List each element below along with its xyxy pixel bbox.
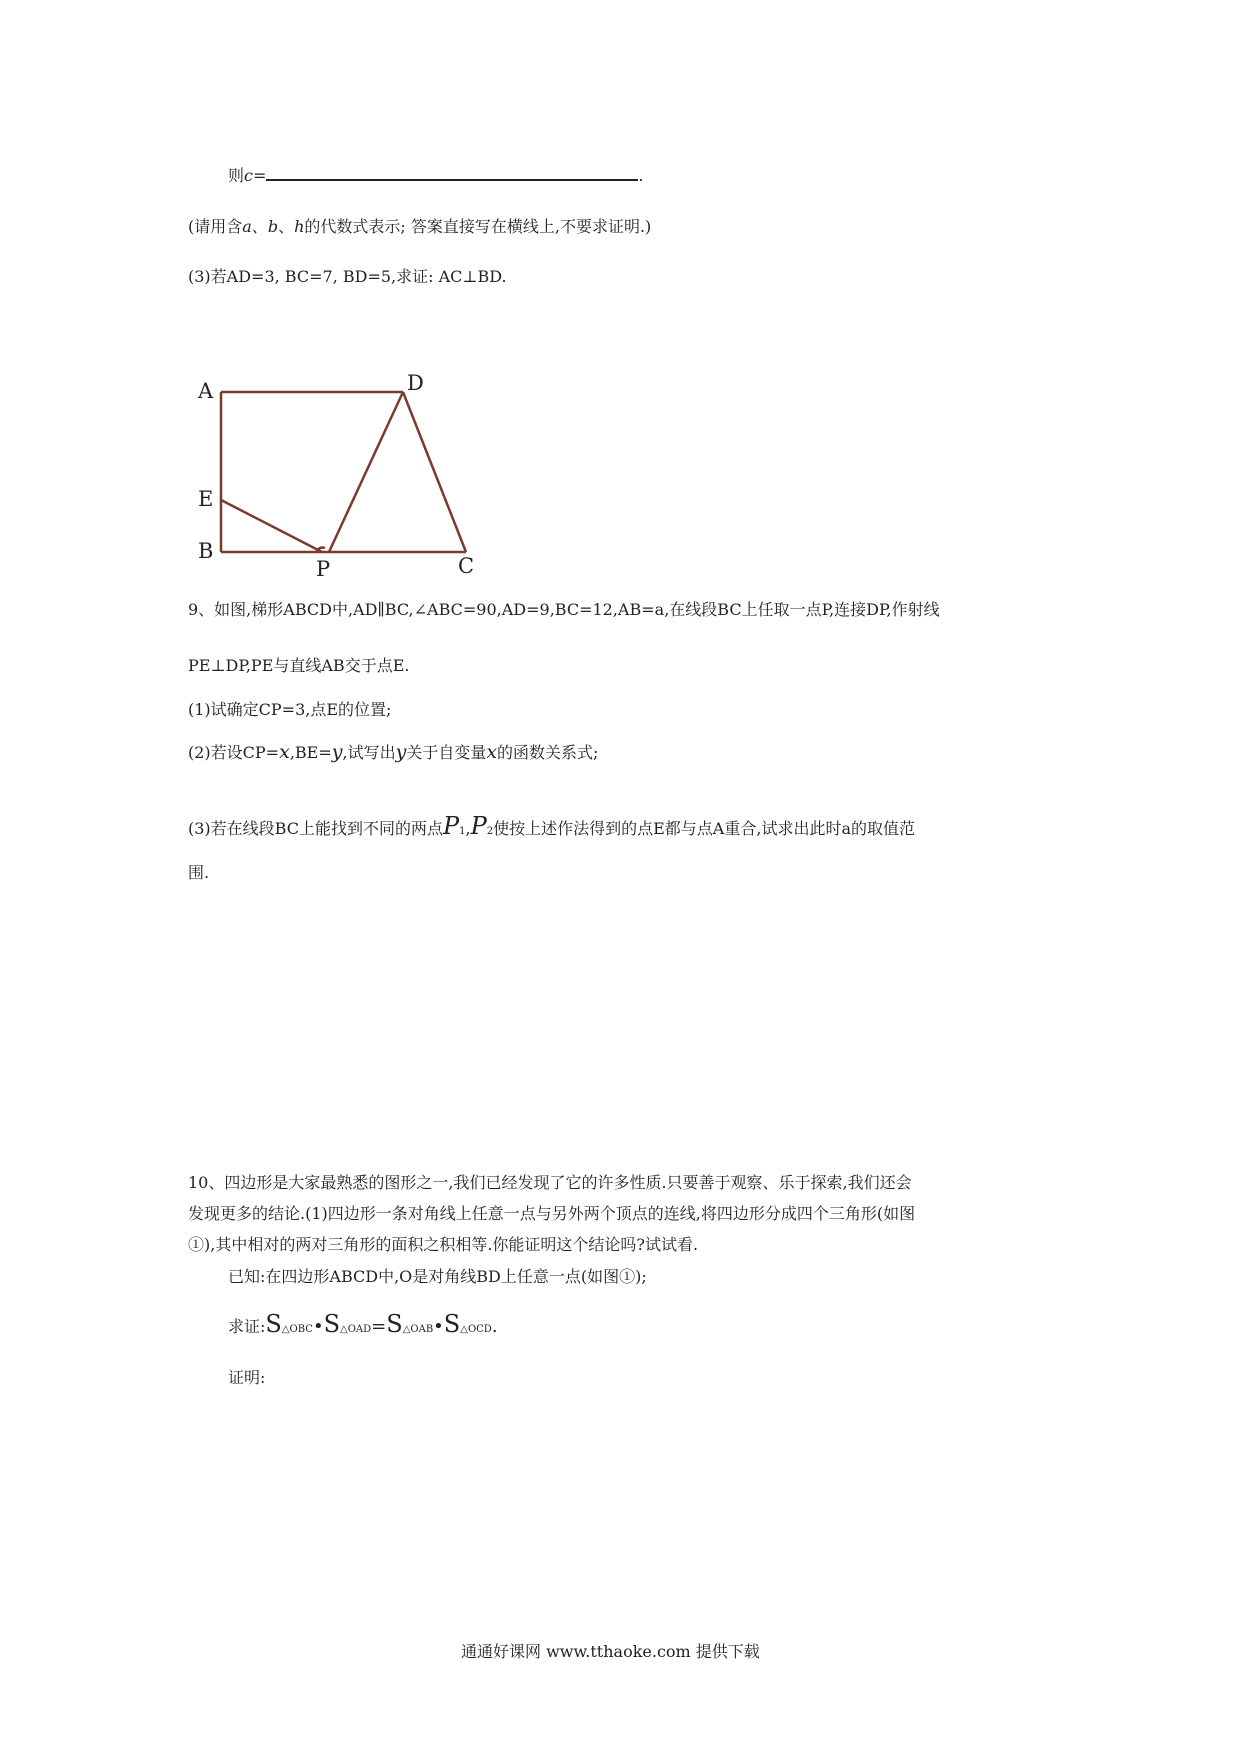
q10-proof-label: 证明: <box>228 1368 266 1387</box>
part2-a: (2)若设CP= <box>188 743 280 762</box>
trapezoid-figure <box>190 365 480 580</box>
q10-line1: 10、四边形是大家最熟悉的图形之一,我们已经发现了它的许多性质.只要善于观察、乐于探索,我们还会 <box>188 1173 912 1192</box>
prove-label: 求证: <box>228 1317 266 1336</box>
period: . <box>491 1316 498 1337</box>
part3-b: 使按上述作法得到的点E都与点A重合,试求出此时a的取值范 <box>493 819 915 838</box>
note-a: a <box>242 217 252 236</box>
part3-sub1: 1 <box>459 826 466 837</box>
footer-text: 通通好课网 www.tthaoke.com 提供下载 <box>461 1642 760 1661</box>
q10-line2: 发现更多的结论.(1)四边形一条对角线上任意一点与另外两个顶点的连线,将四边形分成四个三角形(如图 <box>188 1204 916 1223</box>
part2-d: 关于自变量 <box>406 743 487 762</box>
q9-part1: (1)试确定CP=3,点E的位置; <box>188 700 392 719</box>
q9-part3 <box>188 812 915 840</box>
part3-sub2: 2 <box>486 826 494 837</box>
sub-oad: △OAD <box>340 1324 372 1335</box>
note-close: 的代数式表示; 答案直接写在横线上,不要求证明.) <box>304 217 652 236</box>
q9-part3-cont: 围. <box>188 863 210 882</box>
label-d: D <box>407 371 424 395</box>
q8-note <box>188 214 651 237</box>
s-3: S <box>386 1310 403 1338</box>
note-b: b <box>267 217 279 236</box>
eq-sign: = <box>371 1316 387 1337</box>
part3-a: (3)若在线段BC上能找到不同的两点 <box>188 819 443 838</box>
s-4: S <box>443 1310 461 1338</box>
answer-prefix: 则 <box>228 166 245 185</box>
part2-x2: x <box>486 741 498 763</box>
label-b: B <box>198 539 214 563</box>
answer-blank[interactable] <box>266 165 638 181</box>
note-open: (请用含 <box>188 217 243 236</box>
q9-line2: PE⊥DP,PE与直线AB交于点E. <box>188 656 410 675</box>
answer-eq: = <box>252 166 267 185</box>
part3-comma: , <box>465 819 471 838</box>
segment-dc <box>403 392 466 552</box>
s-1: S <box>265 1310 282 1338</box>
note-h: h <box>294 217 305 236</box>
sub-obc: △OBC <box>281 1324 313 1335</box>
label-a: A <box>198 379 214 403</box>
segment-dp <box>329 392 403 552</box>
q9-line1: 9、如图,梯形ABCD中,AD∥BC,∠ABC=90,AD=9,BC=12,AB=a,在线段BC上任取一点P,连接DP,作射线 <box>188 600 940 619</box>
sub-ocd: △OCD <box>460 1324 492 1335</box>
part3-p1: P <box>442 812 460 840</box>
s-2: S <box>323 1310 341 1338</box>
dot-2: • <box>433 1316 444 1337</box>
label-p: P <box>316 557 331 580</box>
answer-var: c <box>244 166 253 185</box>
note-sep1: 、 <box>251 217 268 236</box>
segment-ep <box>221 500 322 552</box>
q9-part2 <box>188 740 598 763</box>
part2-x: x <box>279 741 290 763</box>
label-e: E <box>198 487 214 511</box>
part2-e: 的函数关系式; <box>497 743 599 762</box>
q8-answer-line <box>228 163 643 186</box>
sub-oab: △OAB <box>402 1324 434 1335</box>
part2-c: ,试写出 <box>342 743 396 762</box>
part2-y2: y <box>395 741 407 763</box>
q10-given: 已知:在四边形ABCD中,O是对角线BD上任意一点(如图①); <box>228 1267 647 1286</box>
answer-end: . <box>638 166 644 185</box>
dot-1: • <box>312 1316 324 1337</box>
label-c: C <box>458 554 475 578</box>
part3-p2: P <box>470 812 487 840</box>
part2-b: ,BE= <box>289 743 332 762</box>
q10-line3: ①),其中相对的两对三角形的面积之积相等.你能证明这个结论吗?试试看. <box>188 1235 699 1254</box>
note-sep2: 、 <box>278 217 295 236</box>
q8-part3: (3)若AD=3, BC=7, BD=5,求证: AC⊥BD. <box>188 267 507 286</box>
part2-y: y <box>331 741 343 763</box>
q10-prove <box>228 1310 498 1338</box>
